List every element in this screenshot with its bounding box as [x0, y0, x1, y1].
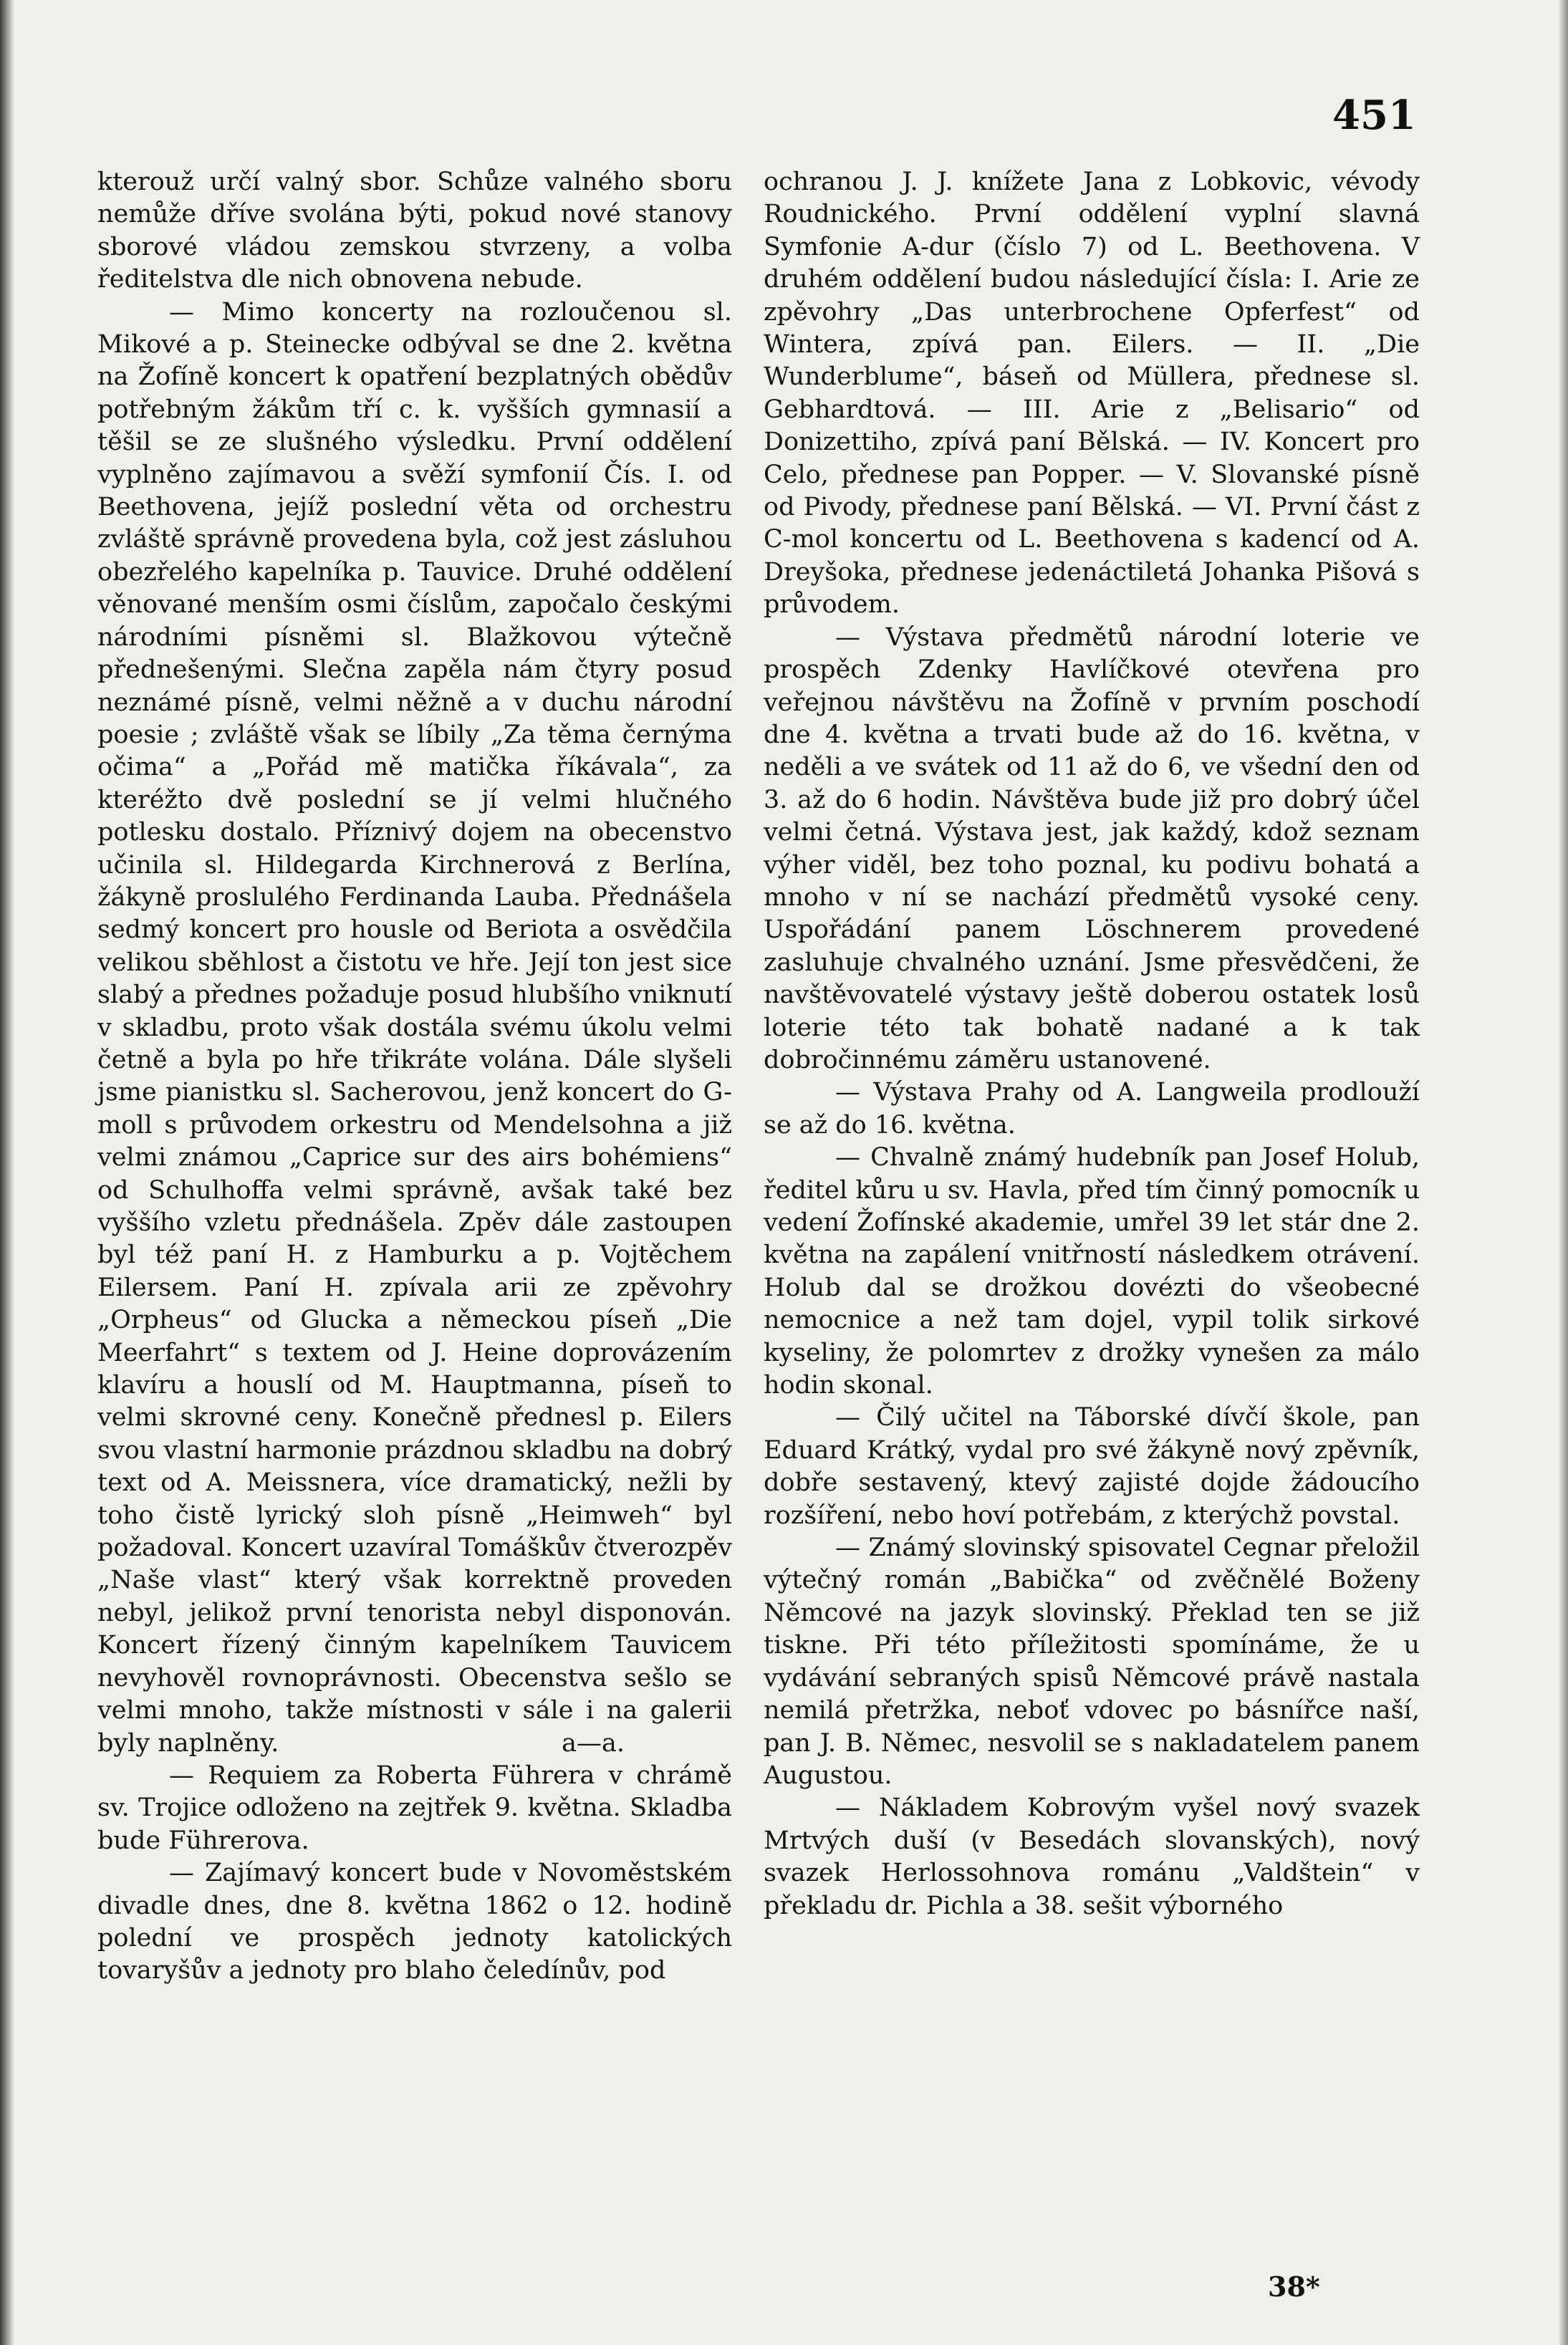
page-edge-shadow [1558, 0, 1568, 2345]
paragraph-left-2 [97, 297, 732, 1760]
paragraph-right-4: — Chvalně známý hudebník pan Josef Holub, ředitel kůru u sv. Havla, před tím činný pomocník u vedení Žofínské akademie, umřel 39 let stár dne 2. května na zapálení vnitřností následkem otrávení. Holub dal se drožkou dovézti do všeobecné nemocnice a než tam dojel, vypil tolik sirkové kyseliny, že polomrtev z drožky vynešen za málo hodin skonal. [764, 1143, 1420, 1400]
paragraph-right-1: ochranou J. J. knížete Jana z Lobkovic, vévody Roudnického. První oddělení vyplní slavná Symfonie A-dur (číslo 7) od L. Beethovena. V druhém oddělení budou následující čísla: I. Arie ze zpěvohry „Das unterbrochene Opferfest“ od Wintera, zpívá pan. Eilers. — II. „Die Wunderblume“, báseň od Müllera, přednese sl. Gebhardtová. — III. Arie z „Belisario“ od Donizettiho, zpívá paní Bělská. — IV. Koncert pro Celo, přednese pan Popper. — V. Slovanské písně od Pivody, přednese paní Bělská. — VI. První část z C-mol koncertu od L. Beethovena s kadencí od A. Dreyšoka, přednese jedenáctiletá Johanka Pišová s průvodem. [764, 168, 1420, 620]
paragraph-right-6: — Známý slovinský spisovatel Cegnar přeložil výtečný román „Babička“ od zvěčnělé Boženy Němcové na jazyk slovinský. Překlad ten se již tiskne. Při této příležitosti spomínáme, že u vydávání sebraných spisů Němcové právě nastala nemilá přetržka, neboť vdovec po básnířce naší, pan J. B. Němec, nesvolil se s nakladatelem panem Augustou. [764, 1533, 1420, 1790]
right-column [764, 166, 1420, 1922]
paragraph-right-2: — Výstava předmětů národní loterie ve prospěch Zdenky Havlíčkové otevřena pro veřejnou návštěvu na Žofíně v prvním poschodí dne 4. května a trvati bude až do 16. května, v neděli a ve svátek od 11 až do 6, ve všední den od 3. až do 6 hodin. Návštěva bude již pro dobrý účel velmi četná. Výstava jest, jak každý, kdož seznam výher viděl, bez toho poznal, ku podivu bohatá a mnoho v ní se nachází předmětů vysoké ceny. Uspořádání panem Löschnerem provedené zasluhuje chvalného uznání. Jsme přesvědčeni, že navštěvovatelé výstavy ještě doberou ostatek losů loterie této tak bohatě nadané a k tak dobročinnému záměru ustanovené. [764, 622, 1420, 1074]
page-binding-shadow [0, 0, 14, 2345]
paragraph-right-5: — Čilý učitel na Táborské dívčí škole, pan Eduard Krátký, vydal pro své žákyně nový zpěvník, dobře sestavený, ktevý zajisté dojde žádoucího rozšíření, nebo hoví potřebám, z kterýchž povstal. [764, 1403, 1420, 1530]
paragraph-right-7: — Nákladem Kobrovým vyšel nový svazek Mrtvých duší (v Besedách slovanských), nový svazek Herlossohnova románu „Valdštein“ v překladu dr. Pichla a 38. sešit výborného [764, 1793, 1420, 1920]
article-signature: a—a. [562, 1728, 625, 1758]
paragraph-left-3: — Requiem za Roberta Führera v chrámě sv. Trojice odloženo na zejtřek 9. května. Skladba bude Führerova. [97, 1761, 732, 1855]
paragraph-left-1: kterouž určí valný sbor. Schůze valného sboru nemůže dříve svolána býti, pokud nové stanovy sborové vládou zemskou stvrzeny, a volba ředitelstva dle nich obnovena nebude. [97, 168, 732, 294]
page-number: 451 [1332, 92, 1416, 139]
paragraph-right-3: — Výstava Prahy od A. Langweila prodlouží se až do 16. května. [764, 1078, 1420, 1140]
sheet-signature-mark: 38* [1268, 2271, 1320, 2303]
paragraph-left-2-text: — Mimo koncerty na rozloučenou sl. Mikové a p. Steinecke odbýval se dne 2. května na Žofíně koncert k opatření bezplatných obědův potřebným žákům tří c. k. vyšších gymnasií a těšil se ze slušného výsledku. První oddělení vyplněno zajímavou a svěží symfonií Čís. I. od Beethovena, jejíž poslední věta od orchestru zvláště správně provedena byla, což jest zásluhou obezřelého kapelníka p. Tauvice. Druhé oddělení věnované menším osmi číslům, započalo českými národními písněmi sl. Blažkovou výtečně přednešenými. Slečna zapěla nám čtyry posud neznámé písně, velmi něžně a v duchu národní poesie ; zvláště však se líbily „Za těma černýma očima“ a „Pořád mě matička říkávala“, za kteréžto dvě poslední se jí velmi hlučného potlesku dostalo. Příznivý dojem na obecenstvo učinila sl. Hildegarda Kirchnerová z Berlína, žákyně proslulého Ferdinanda Lauba. Přednášela sedmý koncert pro housle od Beriota a osvědčila velikou sběhlost a čistotu ve hře. Její ton jest sice slabý a přednes požaduje posud hlubšího vniknutí v skladbu, proto však dostála svému úkolu velmi četně a byla po hře třikráte volána. Dále slyšeli jsme pianistku sl. Sacherovou, jenž koncert do G- moll s průvodem orkestru od Mendelsohna a již velmi známou „Caprice sur des airs bohémiens“ od Schulhoffa velmi správně, avšak také bez vyššího vzletu přednášela. Zpěv dále zastoupen byl též paní H. z Hamburku a p. Vojtěchem Eilersem. Paní H. zpívala arii ze zpěvohry „Orpheus“ od Glucka a německou píseň „Die Meerfahrt“ s textem od J. Heine doprovázením klavíru a houslí od M. Hauptmanna, píseň to velmi skrovné ceny. Konečně přednesl p. Eilers svou vlastní harmonie prázdnou skladbu na dobrý text od A. Meissnera, více dramatický, nežli by toho čistě lyrický sloh písně „Heimweh“ byl požadoval. Koncert uzavíral Tomáškův čtverozpěv „Naše vlast“ který však korrektně proveden nebyl, jelikož první tenorista nebyl disponován. Koncert řízený činným kapelníkem Tauvicem nevyhověl rovnoprávnosti. Obecenstva sešlo se velmi mnoho, takže místnosti v sále i na galerii byly naplněny. [97, 297, 732, 1758]
left-column [97, 166, 732, 1988]
paragraph-left-4: — Zajímavý koncert bude v Novoměstském divadle dnes, dne 8. května 1862 o 12. hodině polední ve prospěch jednoty katolických tovaryšův a jednoty pro blaho čeledínův, pod [97, 1859, 732, 1985]
